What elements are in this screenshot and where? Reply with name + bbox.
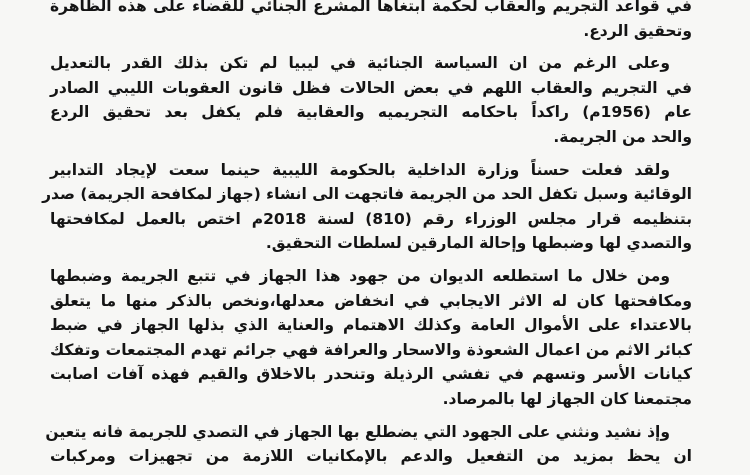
text-line: وعلى الرغم من ان السياسة الجنائية في ليبيا لم تكن بذلك القدر بالتعديل [50,54,670,73]
paragraph-1 [50,0,692,43]
paragraph-4 [50,264,692,412]
text-line: بتنظيمه قرار مجلس الوزراء رقم (810) لسنة 2018م اختص بالعمل لمكافحتها [50,209,693,228]
text-line: والحد من الجريمة. [553,127,692,146]
text-line: والتصدي لها وضبطها وإحالة المارقين لسلطات التحقيق. [265,234,692,253]
text-line: الوقائية وسبل تكفل الحد من الجريمة فاتجهت الى انشاء (جهاز لمكافحة الجريمة) صدر [42,185,692,204]
text-line: وإذ نشيد ونثني على الجهود التي يضطلع بها الجهاز في التصدي للجريمة فانه يتعين [45,422,670,441]
text-line: كبائر الاثم من اعمال الشعوذة والاسحار والعرافة فهي جرائم تهدم المجتمعات وتفكك [50,340,692,359]
text-line: ان يحظ بمزيد من التفعيل والدعم بالإمكانيات اللازمة من تجهيزات ومركبات [50,447,692,466]
text-line: ومن خلال ما استطلعه الديوان من جهود هذا الجهاز في تتبع الجريمة وضبطها [50,266,670,285]
text-line: كيانات الأسر وتسهم في تفشي الرذيلة وتنحدر بالاخلاق والقيم فهذه آفات اصابت [50,365,692,384]
text-line: مجتمعنا كان الجهاز لها بالمرصاد. [442,389,692,408]
text-line: ولقد فعلت حسناً وزارة الداخلية بالحكومة الليبية حينما سعت لإيجاد التدابير [50,160,670,179]
text-line: عام (1956م) راكداً باحكامه التجريميه والعقابية فلم يكفل بعد تحقيق الردع [50,103,692,122]
paragraph-2 [50,51,692,149]
text-line: ومكافحتها كان له الاثر الايجابي في انخفاض معدلها،ونخص بالذكر منها ما يتعلق [50,291,692,310]
text-line: في التجريم والعقاب اللهم في بعض الحالات فظل قانون العقوبات الليبي الصادر [50,78,692,97]
text-line: في قواعد التجريم والعقاب لحكمة ابتغاها المشرع الجنائي للقضاء على هذه الظاهرة [50,0,692,15]
paragraph-3 [42,158,693,256]
text-line: بالاعتداء على الأموال العامة وكذلك الاهتمام والعناية الذي بذلها الجهاز في ضبط [50,316,692,335]
text-line: وتحقيق الردع. [583,21,692,40]
paragraph-5 [45,420,692,469]
